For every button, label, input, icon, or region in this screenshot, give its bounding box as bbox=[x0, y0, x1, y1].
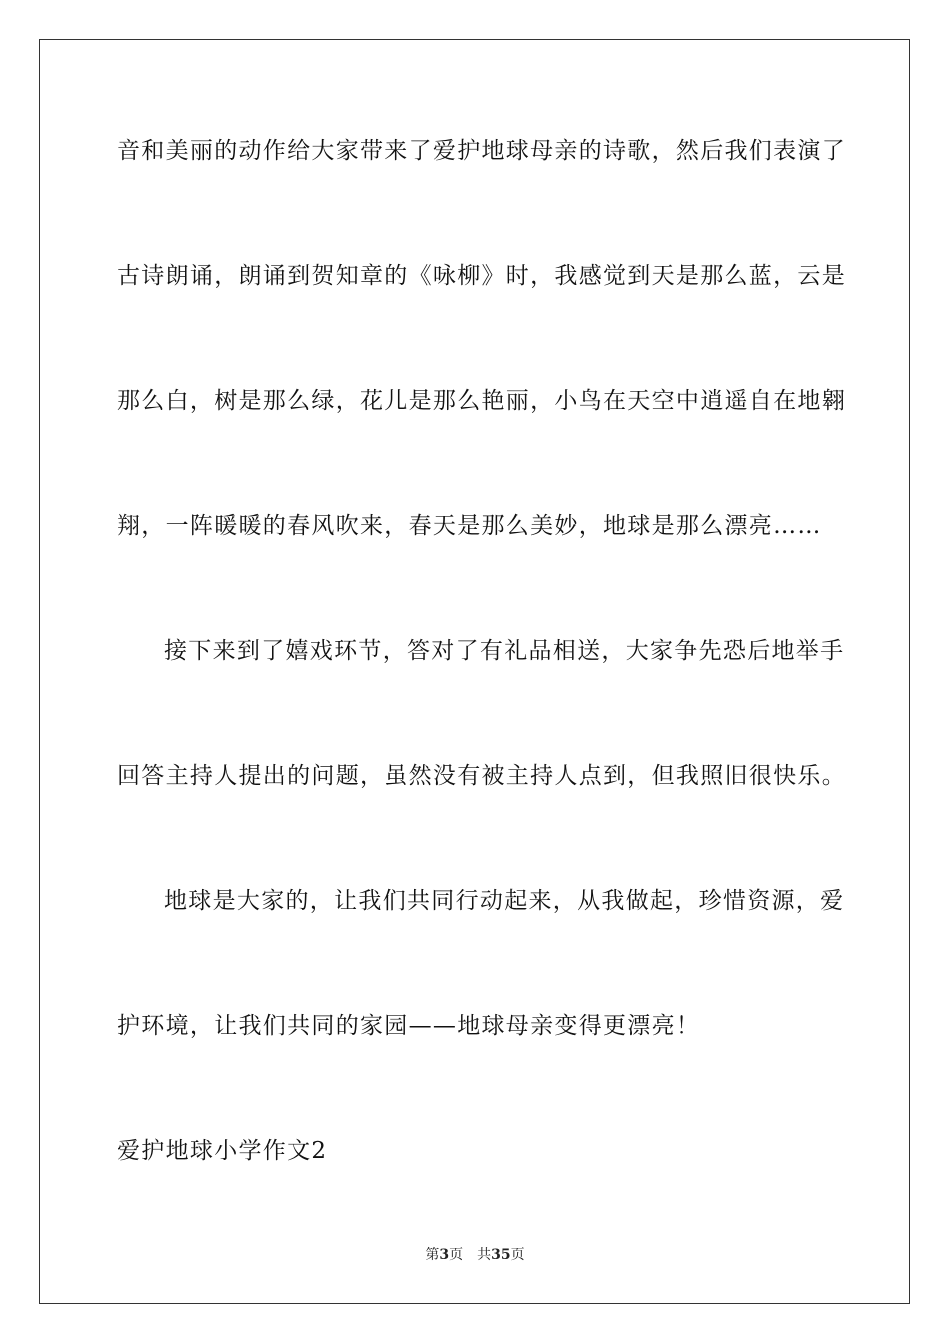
footer-page-number: 3 bbox=[439, 1247, 450, 1263]
body-text-line: 古诗朗诵，朗诵到贺知章的《咏柳》时，我感觉到天是那么蓝，云是 bbox=[117, 263, 846, 289]
body-text-line: 翔，一阵暖暖的春风吹来，春天是那么美妙，地球是那么漂亮…… bbox=[117, 513, 822, 539]
footer-total-prefix: 共 bbox=[477, 1247, 492, 1263]
page-border bbox=[39, 39, 910, 1304]
footer-total-pages: 35 bbox=[491, 1247, 511, 1263]
paragraph-first-line: 接下来到了嬉戏环节，答对了有礼品相送，大家争先恐后地举手 bbox=[164, 638, 845, 664]
paragraph-first-line: 地球是大家的，让我们共同行动起来，从我做起，珍惜资源，爱 bbox=[164, 888, 845, 914]
body-text-line: 回答主持人提出的问题，虽然没有被主持人点到，但我照旧很快乐。 bbox=[117, 763, 846, 789]
body-text-line: 音和美丽的动作给大家带来了爱护地球母亲的诗歌，然后我们表演了 bbox=[117, 138, 846, 164]
footer-page-prefix: 第 bbox=[425, 1247, 440, 1263]
section-heading: 爱护地球小学作文2 bbox=[117, 1138, 328, 1164]
page-footer bbox=[0, 1246, 950, 1264]
footer-total-suffix: 页 bbox=[510, 1247, 525, 1263]
body-text-line: 护环境，让我们共同的家园——地球母亲变得更漂亮！ bbox=[117, 1013, 701, 1039]
footer-page-suffix: 页 bbox=[449, 1247, 464, 1263]
body-text-line: 那么白，树是那么绿，花儿是那么艳丽，小鸟在天空中逍遥自在地翱 bbox=[117, 388, 846, 414]
